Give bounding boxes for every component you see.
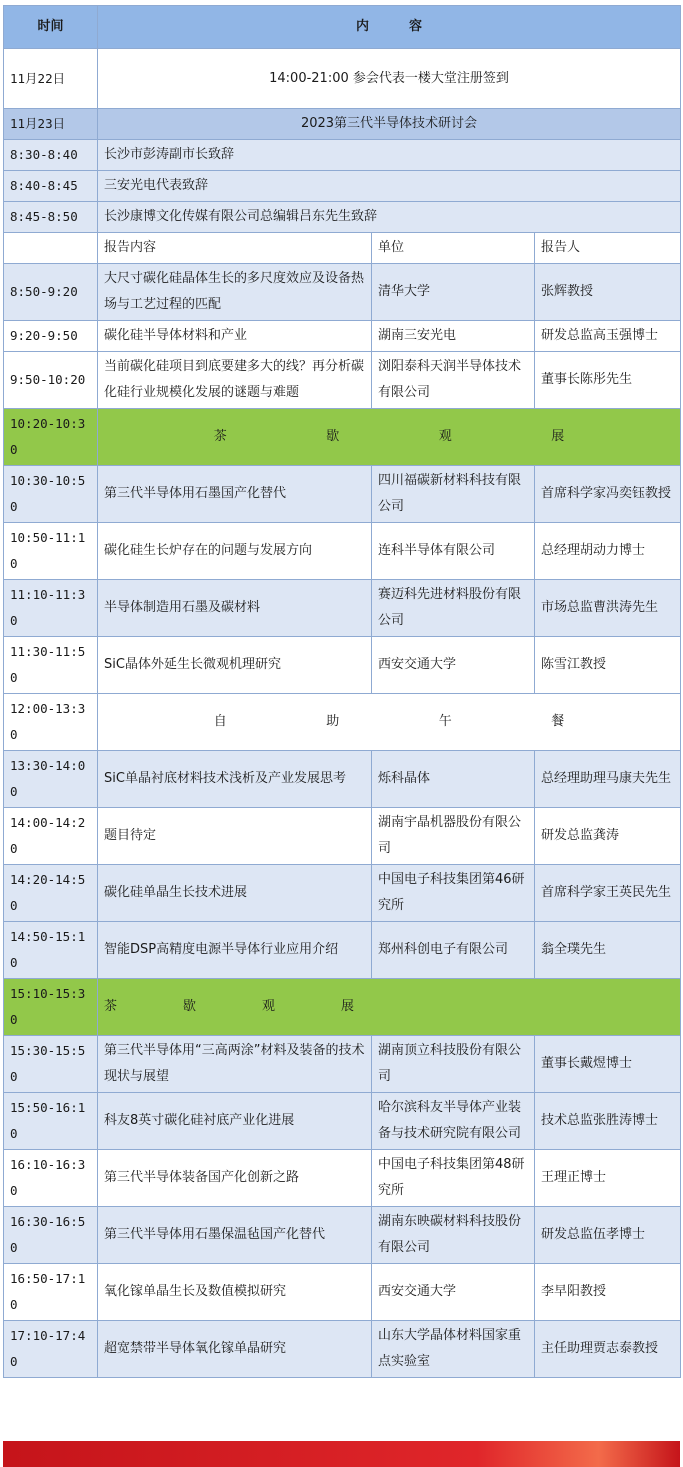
talk-row	[4, 1150, 681, 1207]
talk-row	[4, 523, 681, 580]
talk-topic: 碳化硅生长炉存在的问题与发展方向	[98, 523, 372, 580]
talk-unit: 四川福碳新材料科技有限公司	[372, 466, 535, 523]
header-row	[4, 6, 681, 49]
talk-unit: 西安交通大学	[372, 1264, 535, 1321]
registration-text: 14:00-21:00 参会代表一楼大堂注册签到	[98, 49, 681, 109]
talk-topic: SiC晶体外延生长微观机理研究	[98, 637, 372, 694]
talk-topic: 智能DSP高精度电源半导体行业应用介绍	[98, 922, 372, 979]
talk-speaker: 研发总监伍孝博士	[535, 1207, 681, 1264]
talk-row	[4, 637, 681, 694]
talk-speaker: 技术总监张胜涛博士	[535, 1093, 681, 1150]
break-char: 茶	[213, 429, 227, 444]
talk-row	[4, 751, 681, 808]
time-cell: 8:40-8:45	[4, 171, 98, 202]
talk-unit: 西安交通大学	[372, 637, 535, 694]
header-time: 时间	[4, 6, 98, 49]
break-char: 歇	[326, 429, 340, 444]
time-cell: 14:50-15:10	[4, 922, 98, 979]
time-cell: 15:30-15:50	[4, 1036, 98, 1093]
talk-speaker: 总经理助理马康夫先生	[535, 751, 681, 808]
talk-topic: 第三代半导体装备国产化创新之路	[98, 1150, 372, 1207]
time-cell: 17:10-17:40	[4, 1321, 98, 1378]
talk-row	[4, 1264, 681, 1321]
lunch-row	[4, 694, 681, 751]
talk-topic: SiC单晶衬底材料技术浅析及产业发展思考	[98, 751, 372, 808]
time-cell: 16:30-16:50	[4, 1207, 98, 1264]
talk-speaker: 董事长陈彤先生	[535, 352, 681, 409]
talk-topic: 大尺寸碳化硅晶体生长的多尺度效应及设备热场与工艺过程的匹配	[98, 264, 372, 321]
talk-unit: 浏阳泰科天润半导体技术有限公司	[372, 352, 535, 409]
talk-speaker: 总经理胡动力博士	[535, 523, 681, 580]
break-row	[4, 409, 681, 466]
time-cell: 14:20-14:50	[4, 865, 98, 922]
talk-row	[4, 321, 681, 352]
header-content: 内容	[98, 6, 681, 49]
footer-banner	[3, 1441, 680, 1467]
opening-row	[4, 171, 681, 202]
opening-text: 长沙康博文化传媒有限公司总编辑吕东先生致辞	[98, 202, 681, 233]
break-char: 观	[438, 429, 452, 444]
talk-unit: 湖南三安光电	[372, 321, 535, 352]
schedule-table	[3, 5, 681, 1378]
time-cell: 15:50-16:10	[4, 1093, 98, 1150]
time-cell: 12:00-13:30	[4, 694, 98, 751]
talk-row	[4, 865, 681, 922]
talk-unit: 湖南宇晶机器股份有限公司	[372, 808, 535, 865]
opening-text: 长沙市彭涛副市长致辞	[98, 140, 681, 171]
talk-topic: 半导体制造用石墨及碳材料	[98, 580, 372, 637]
time-cell: 8:30-8:40	[4, 140, 98, 171]
talk-speaker: 市场总监曹洪涛先生	[535, 580, 681, 637]
talk-speaker: 研发总监龚涛	[535, 808, 681, 865]
talk-unit: 中国电子科技集团第46研究所	[372, 865, 535, 922]
talk-speaker: 研发总监高玉强博士	[535, 321, 681, 352]
talk-speaker: 陈雪江教授	[535, 637, 681, 694]
talk-unit: 郑州科创电子有限公司	[372, 922, 535, 979]
day-title: 2023第三代半导体技术研讨会	[98, 109, 681, 140]
break-char: 展	[551, 429, 565, 444]
column-header-time-empty	[4, 233, 98, 264]
talk-row	[4, 1036, 681, 1093]
lunch-label	[98, 694, 681, 751]
talk-speaker: 王理正博士	[535, 1150, 681, 1207]
time-cell: 9:20-9:50	[4, 321, 98, 352]
time-cell: 10:20-10:30	[4, 409, 98, 466]
break-char: 歇	[182, 999, 196, 1014]
opening-row	[4, 202, 681, 233]
time-cell: 15:10-15:30	[4, 979, 98, 1036]
talk-speaker: 李早阳教授	[535, 1264, 681, 1321]
talk-speaker: 首席科学家冯奕钰教授	[535, 466, 681, 523]
registration-row	[4, 49, 681, 109]
talk-topic: 科友8英寸碳化硅衬底产业化进展	[98, 1093, 372, 1150]
column-header-row	[4, 233, 681, 264]
time-cell: 8:50-9:20	[4, 264, 98, 321]
break-char: 展	[340, 999, 354, 1014]
talk-topic: 题目待定	[98, 808, 372, 865]
talk-speaker: 翁全璞先生	[535, 922, 681, 979]
column-header-topic: 报告内容	[98, 233, 372, 264]
day-date: 11月23日	[4, 109, 98, 140]
time-cell: 16:10-16:30	[4, 1150, 98, 1207]
talk-unit: 山东大学晶体材料国家重点实验室	[372, 1321, 535, 1378]
talk-row	[4, 264, 681, 321]
time-cell: 9:50-10:20	[4, 352, 98, 409]
talk-row	[4, 808, 681, 865]
talk-speaker: 张辉教授	[535, 264, 681, 321]
break-label	[98, 409, 681, 466]
talk-unit: 清华大学	[372, 264, 535, 321]
break-char: 观	[261, 999, 275, 1014]
talk-unit: 赛迈科先进材料股份有限公司	[372, 580, 535, 637]
opening-row	[4, 140, 681, 171]
opening-text: 三安光电代表致辞	[98, 171, 681, 202]
talk-speaker: 主任助理贾志泰教授	[535, 1321, 681, 1378]
time-cell: 14:00-14:20	[4, 808, 98, 865]
column-header-unit: 单位	[372, 233, 535, 264]
talk-row	[4, 1093, 681, 1150]
time-cell: 13:30-14:00	[4, 751, 98, 808]
lunch-char: 自	[213, 714, 227, 729]
lunch-char: 餐	[551, 714, 565, 729]
time-cell: 10:50-11:10	[4, 523, 98, 580]
talk-unit: 湖南顶立科技股份有限公司	[372, 1036, 535, 1093]
talk-topic: 碳化硅单晶生长技术进展	[98, 865, 372, 922]
break-char: 茶	[104, 999, 118, 1014]
talk-topic: 当前碳化硅项目到底要建多大的线？再分析碳化硅行业规模化发展的谜题与难题	[98, 352, 372, 409]
talk-row	[4, 352, 681, 409]
talk-topic: 碳化硅半导体材料和产业	[98, 321, 372, 352]
talk-unit: 湖南东映碳材料科技股份有限公司	[372, 1207, 535, 1264]
time-cell: 11:10-11:30	[4, 580, 98, 637]
day-row	[4, 109, 681, 140]
lunch-char: 助	[326, 714, 340, 729]
talk-unit: 烁科晶体	[372, 751, 535, 808]
talk-topic: 第三代半导体用“三高两涂”材料及装备的技术现状与展望	[98, 1036, 372, 1093]
talk-speaker: 董事长戴煜博士	[535, 1036, 681, 1093]
talk-unit: 中国电子科技集团第48研究所	[372, 1150, 535, 1207]
break-label	[98, 979, 681, 1036]
talk-unit: 哈尔滨科友半导体产业装备与技术研究院有限公司	[372, 1093, 535, 1150]
break-row	[4, 979, 681, 1036]
talk-row	[4, 1321, 681, 1378]
talk-row	[4, 466, 681, 523]
talk-topic: 第三代半导体用石墨保温毡国产化替代	[98, 1207, 372, 1264]
talk-row	[4, 922, 681, 979]
time-cell: 11:30-11:50	[4, 637, 98, 694]
time-cell: 8:45-8:50	[4, 202, 98, 233]
talk-topic: 氧化镓单晶生长及数值模拟研究	[98, 1264, 372, 1321]
talk-speaker: 首席科学家王英民先生	[535, 865, 681, 922]
lunch-char: 午	[438, 714, 452, 729]
time-cell: 10:30-10:50	[4, 466, 98, 523]
talk-row	[4, 1207, 681, 1264]
column-header-speaker: 报告人	[535, 233, 681, 264]
registration-date: 11月22日	[4, 49, 98, 109]
talk-row	[4, 580, 681, 637]
talk-topic: 超宽禁带半导体氧化镓单晶研究	[98, 1321, 372, 1378]
time-cell: 16:50-17:10	[4, 1264, 98, 1321]
talk-unit: 连科半导体有限公司	[372, 523, 535, 580]
talk-topic: 第三代半导体用石墨国产化替代	[98, 466, 372, 523]
